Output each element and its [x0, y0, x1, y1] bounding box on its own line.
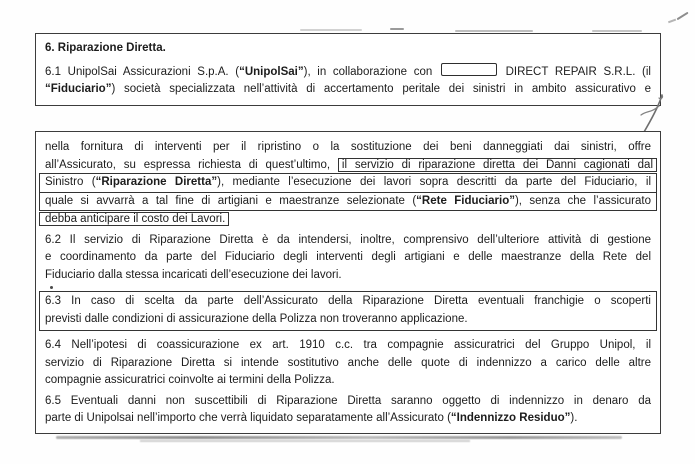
text-segment: Sinistro ( [45, 176, 96, 188]
text-line [45, 157, 651, 175]
section-heading [45, 40, 651, 58]
text-segment: DIRECT REPAIR S.R.L. (il [498, 65, 651, 78]
defined-term: “Riparazione Diretta” [95, 176, 218, 188]
text-segment: ), senza che l’assicurato [514, 194, 651, 207]
scan-smudge [390, 28, 404, 30]
text-segment: 6.5 Eventuali danni non suscettibili di Riparazione Diretta saranno oggetto di indennizzo in denaro da [45, 394, 651, 407]
text-line [45, 293, 651, 311]
text-segment: 6.1 UnipolSai Assicurazioni S.p.A. ( [45, 65, 240, 78]
scan-smudge [140, 440, 470, 442]
defined-term: “Indennizzo Residuo” [450, 412, 571, 424]
text-line [45, 232, 651, 250]
scan-smudge [300, 29, 362, 31]
text-line [45, 337, 651, 355]
text-segment: ). [570, 412, 578, 424]
scan-smudge [592, 30, 642, 32]
paragraph [45, 232, 651, 285]
highlighted-text-line [39, 173, 657, 193]
text-segment: previsti dalle condizioni di assicurazione della Polizza non troveranno applicazione. [45, 312, 468, 325]
scan-smudge [455, 30, 533, 32]
text-segment: Fiduciario dalla stessa incaricati dell’esecuzione dei lavori. [45, 268, 342, 281]
paragraph [45, 393, 651, 428]
text-line [45, 63, 651, 82]
text-segment: parte di Unipolsai nell’importo che verrà liquidato separatamente all’Assicurato ( [45, 412, 451, 424]
text-line [45, 211, 651, 229]
text-segment: 6.2 Il servizio di Riparazione Diretta è da intendersi, inoltre, comprensivo dell’ulteriore attività di gestione [45, 233, 651, 246]
scan-smudge [677, 12, 689, 20]
highlighted-text-segment: debba anticipare il costo dei Lavori. [39, 212, 229, 226]
text-line [45, 311, 651, 329]
paragraph [45, 337, 651, 390]
text-segment: 6.3 In caso di scelta da parte dell’Assicurato della Riparazione Diretta eventuali franchigie o scoperti [45, 295, 651, 307]
defined-term: “UnipolSai” [239, 65, 304, 78]
paragraph [45, 63, 651, 99]
scan-smudge [56, 436, 622, 439]
highlighted-text-line [39, 192, 657, 212]
text-segment: ) società specializzata nell’attività di accertamento peritale dei sinistri in ambito assicurativo e [111, 83, 651, 95]
body-clauses-box [35, 131, 661, 434]
text-line [45, 393, 651, 411]
text-segment: e coordinamento da parte del Fiduciario degli interventi degli artigiani e delle maestranze della Rete del [45, 251, 651, 263]
text-line [45, 40, 651, 58]
text-segment: ), in collaborazione con [303, 65, 439, 78]
text-segment: compagnie assicuratrici coinvolte ai termini della Polizza. [45, 374, 335, 386]
boxed-paragraph [39, 291, 657, 331]
text-segment: quale si avvarrà a tal fine di artigiani e maestranze selezionate ( [45, 194, 417, 207]
defined-term: “Fiduciario” [45, 83, 112, 95]
text-line [45, 139, 651, 157]
text-line [45, 372, 651, 390]
text-segment: ), mediante l’esecuzione dei lavori sopra descritti da parte del Fiduciario, il [217, 176, 651, 188]
defined-term: 6. Riparazione Diretta. [45, 42, 166, 54]
text-segment: servizio di Riparazione Diretta si intende sostitutivo anche delle quote di indennizzo a carico delle altre [45, 356, 651, 369]
highlighted-text-segment: il servizio di riparazione diretta dei Danni cagionati dal [338, 158, 657, 172]
text-line [45, 249, 651, 267]
text-segment: nella fornitura di interventi per il ripristino o la sostituzione dei beni danneggiati dai sinistri, offre [45, 141, 651, 153]
paragraph [45, 139, 651, 229]
text-line [45, 267, 651, 285]
scan-smudge [668, 19, 676, 23]
text-line [45, 81, 651, 99]
redaction-box [441, 63, 497, 76]
text-segment: 6.4 Nell’ipotesi di coassicurazione ex art. 1910 c.c. tra compagnie assicuratrici del Gruppo Unipol, il [45, 339, 651, 351]
text-segment: all’Assicurato, su espressa richiesta di quest’ultimo, [45, 158, 338, 171]
text-line [45, 355, 651, 373]
intro-clause-box [35, 33, 661, 106]
text-line [45, 410, 651, 428]
defined-term: “Rete Fiduciario” [416, 194, 515, 207]
